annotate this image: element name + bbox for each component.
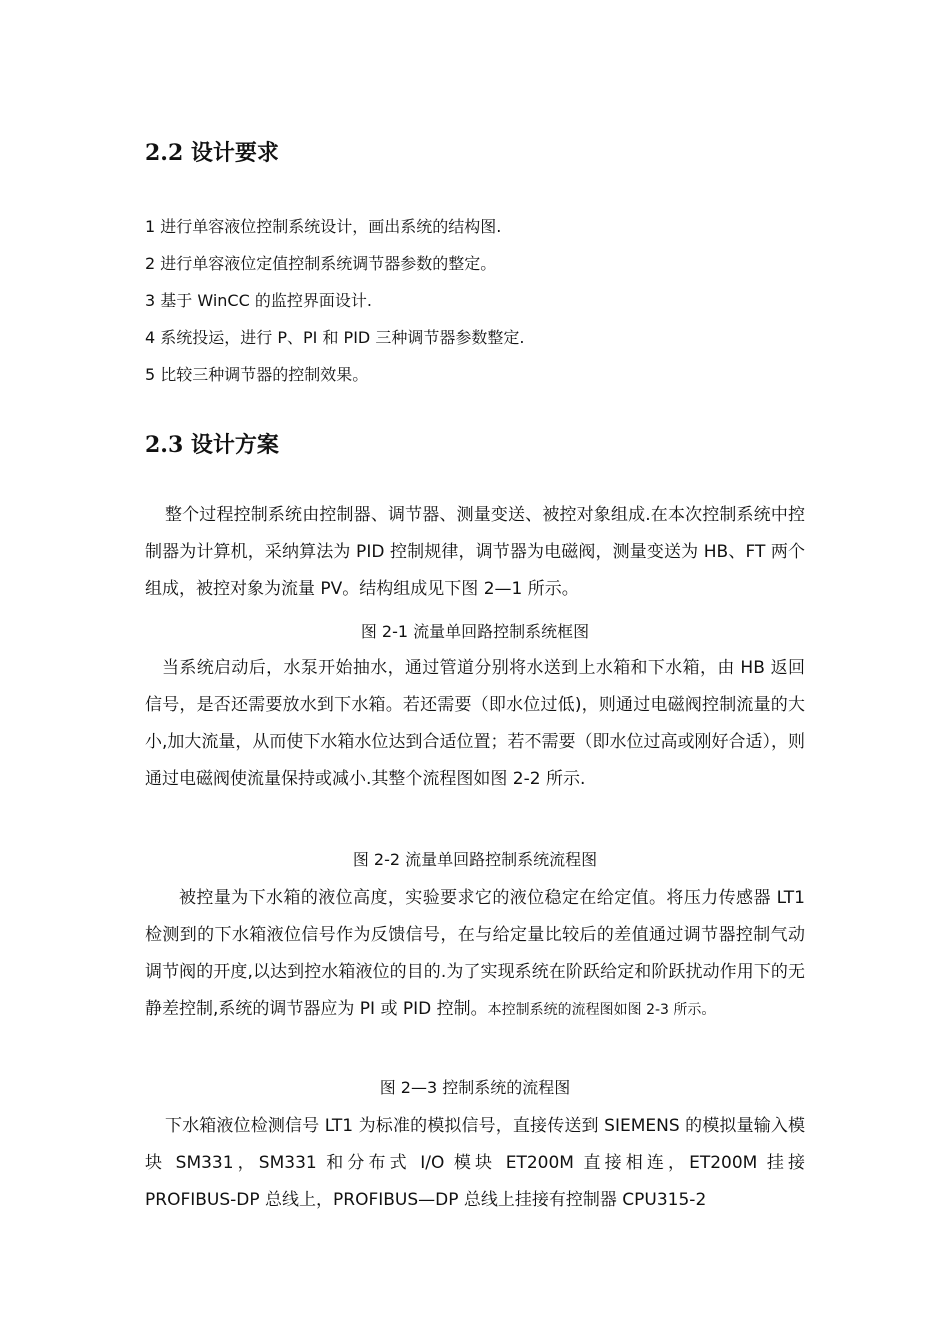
figure-caption-2-3: 图 2—3 控制系统的流程图: [379, 1078, 571, 1097]
requirement-item: 1 进行单容液位控制系统设计，画出系统的结构图.: [145, 217, 502, 236]
section-heading-2-3: 2.3 设计方案: [145, 432, 279, 458]
paragraph-small-text: 本控制系统的流程图如图 2-3 所示。: [487, 1002, 716, 1018]
requirement-item: 5 比较三种调节器的控制效果。: [145, 365, 369, 384]
figure-caption-2-1: 图 2-1 流量单回路控制系统框图: [360, 622, 590, 641]
requirement-item: 4 系统投运，进行 P、PI 和 PID 三种调节器参数整定.: [145, 328, 525, 347]
requirement-item: 3 基于 WinCC 的监控界面设计.: [145, 291, 372, 310]
design-paragraph-3: [145, 880, 805, 1029]
requirement-item: 2 进行单容液位定值控制系统调节器参数的整定。: [145, 254, 497, 273]
paragraph-text: 被控量为下水箱的液位高度，实验要求它的液位稳定在给定值。将压力传感器 LT1 检测到的下水箱液位信号作为反馈信号，在与给定量比较后的差值通过调节器控制气动调节阀的开度,以达到控水箱液位的目的.为了实现系统在阶跃给定和阶跃扰动作用下的无静差控制,系统的调节器应为 PI 或 PID 控制。: [145, 888, 805, 1019]
design-paragraph-2: 当系统启动后，水泵开始抽水，通过管道分别将水送到上水箱和下水箱，由 HB 返回信号，是否还需要放水到下水箱。若还需要（即水位过低)，则通过电磁阀控制流量的大小,加大流量，从而使下水箱水位达到合适位置；若不需要（即水位过高或刚好合适），则通过电磁阀使流量保持或减小.其整个流程图如图 2-2 所示.: [145, 658, 805, 789]
figure-caption-2-2: 图 2-2 流量单回路控制系统流程图: [352, 850, 598, 869]
design-paragraph-1: 整个过程控制系统由控制器、调节器、测量变送、被控对象组成.在本次控制系统中控制器为计算机，采纳算法为 PID 控制规律，调节器为电磁阀，测量变送为 HB、FT 两个组成，被控对象为流量 PV。结构组成见下图 2—1 所示。: [145, 505, 805, 599]
design-paragraph-4: 下水箱液位检测信号 LT1 为标准的模拟信号，直接传送到 SIEMENS 的模拟量输入模块 SM331，SM331 和分布式 I/O 模块 ET200M 直接相连，ET200M 挂接 PROFIBUS-DP 总线上，PROFIBUS—DP 总线上挂接有控制器 CPU315-2: [145, 1116, 805, 1210]
requirements-list: [145, 213, 524, 398]
section-heading-2-2: 2.2 设计要求: [145, 140, 279, 166]
